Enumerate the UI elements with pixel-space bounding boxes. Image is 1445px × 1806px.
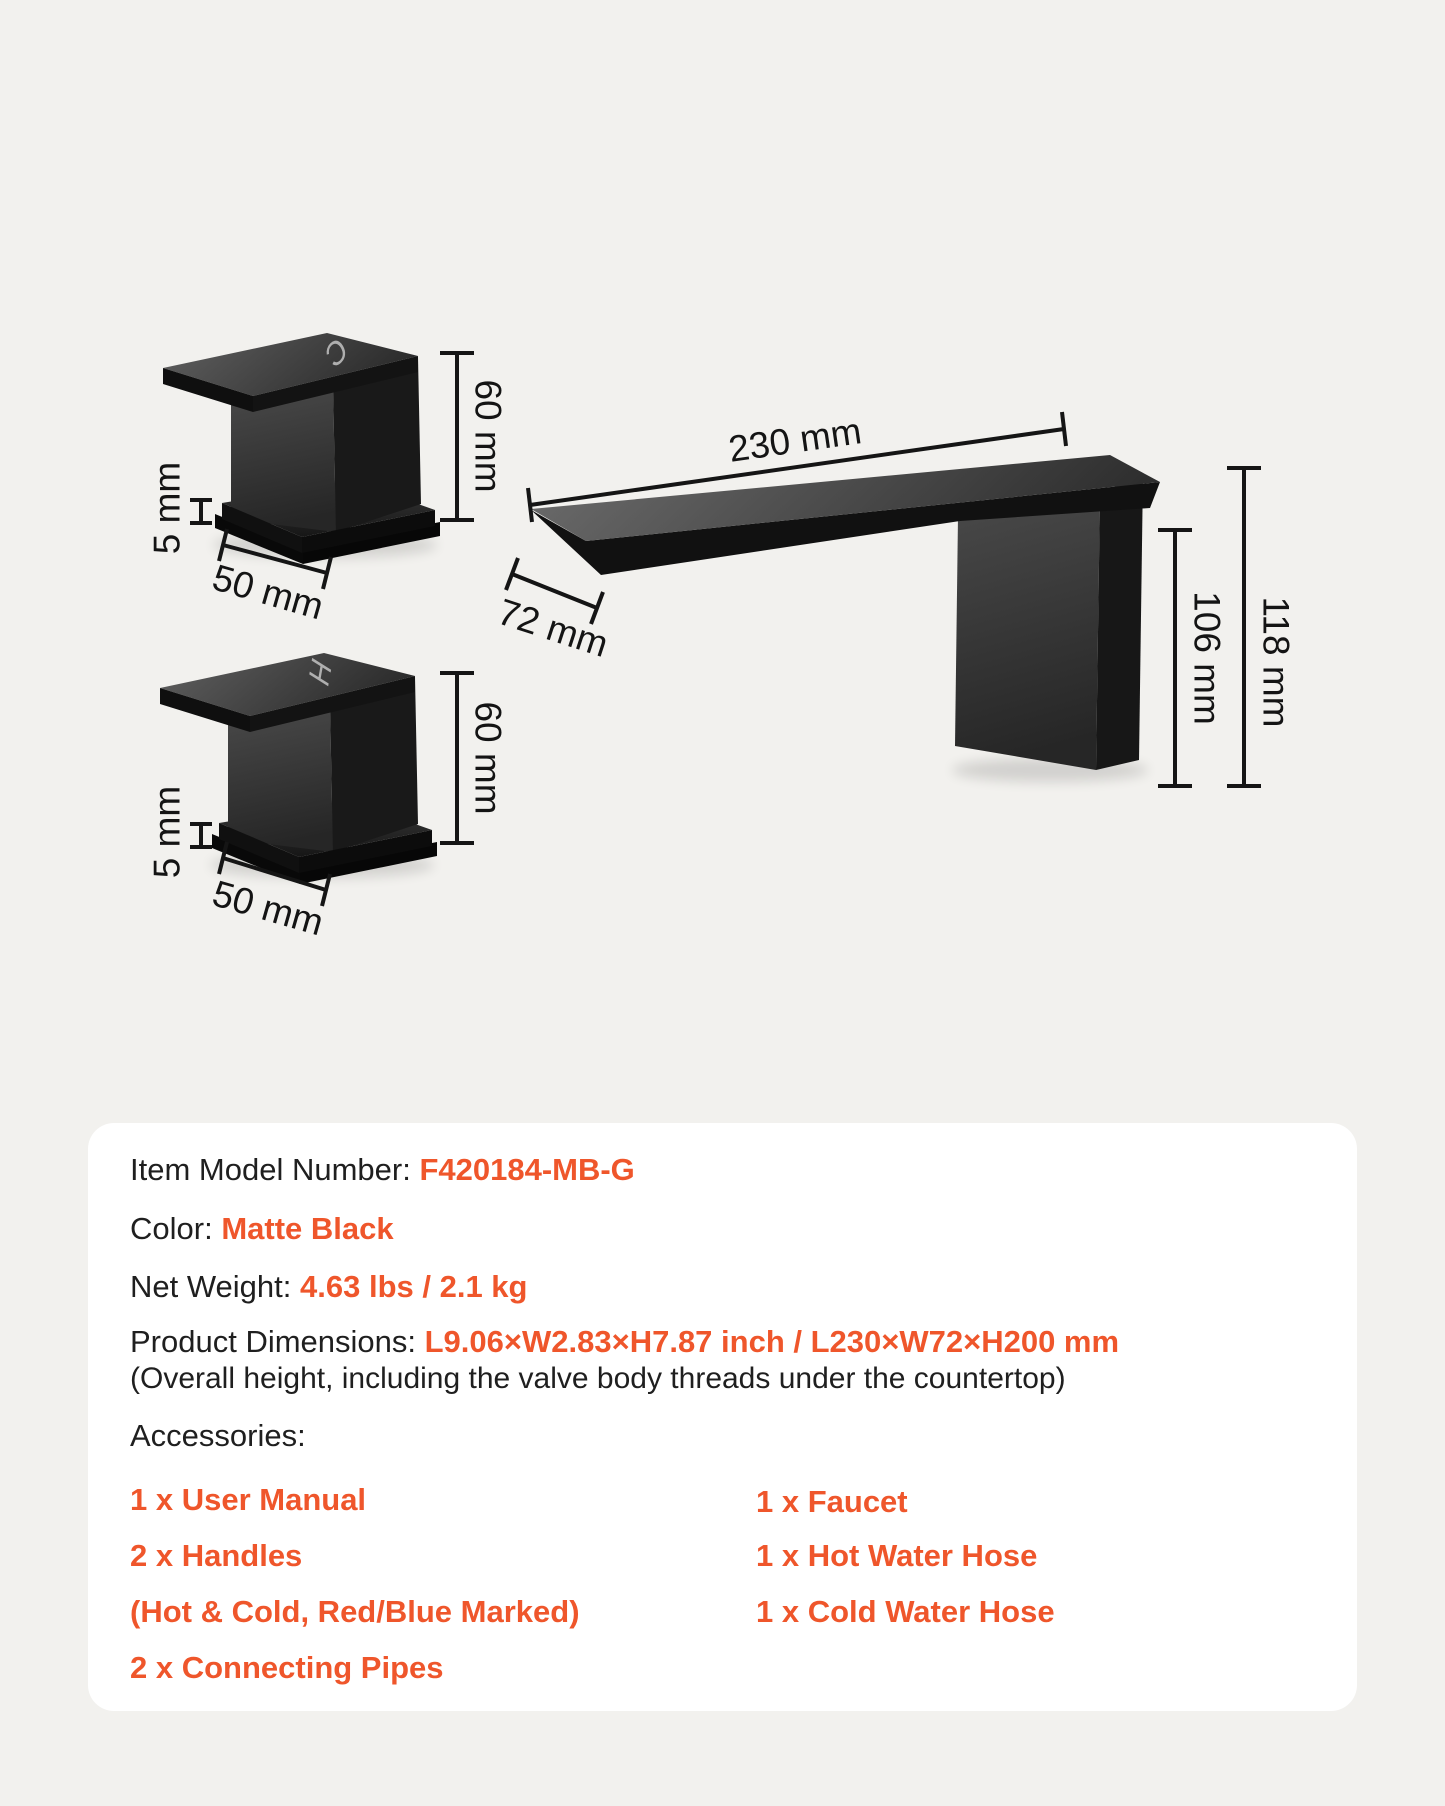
dim-label-50mm-hot: 50 mm <box>208 872 328 944</box>
faucet-column-front-face <box>955 494 1100 770</box>
dim-label-50mm-cold: 50 mm <box>208 556 328 628</box>
spec-row-color <box>130 1211 394 1247</box>
accessory-faucet: 1 x Faucet <box>756 1484 908 1519</box>
dim-label-5mm-cold: 5 mm <box>146 461 188 555</box>
handle-hot-image <box>160 652 437 884</box>
faucet-column-right-face <box>1096 473 1143 770</box>
accessory-cold-water-hose: 1 x Cold Water Hose <box>756 1594 1055 1629</box>
accessory-handles-note: (Hot & Cold, Red/Blue Marked) <box>130 1594 580 1629</box>
dimensions-value: L9.06×W2.83×H7.87 inch / L230×W72×H200 mm <box>424 1324 1120 1359</box>
dimensions-label: Product Dimensions: <box>130 1324 425 1359</box>
spec-row-weight <box>130 1269 527 1305</box>
model-value: F420184-MB-G <box>419 1152 635 1187</box>
dim-spout-overall-height <box>1227 468 1297 786</box>
accessory-hot-water-hose: 1 x Hot Water Hose <box>756 1538 1038 1573</box>
color-value: Matte Black <box>221 1211 394 1246</box>
handle-hot-marking: H <box>302 651 338 693</box>
accessory-connecting-pipes: 2 x Connecting Pipes <box>130 1650 444 1685</box>
accessory-user-manual: 1 x User Manual <box>130 1482 367 1517</box>
dim-label-60mm-hot: 60 mm <box>467 701 509 815</box>
faucet-image <box>531 455 1160 770</box>
spec-row-dimensions <box>130 1324 1119 1360</box>
handle-cold-image <box>163 329 440 564</box>
dim-spout-tip-width <box>493 558 613 665</box>
weight-label: Net Weight: <box>130 1269 301 1304</box>
color-label: Color: <box>130 1211 222 1246</box>
handle-cold-marking: C <box>319 329 353 375</box>
spec-row-model <box>130 1152 635 1188</box>
accessories-title: Accessories: <box>130 1418 306 1453</box>
dimensions-note: (Overall height, including the valve body threads under the countertop) <box>130 1362 1066 1395</box>
dim-label-106mm: 106 mm <box>1186 591 1228 725</box>
dim-label-60mm-cold: 60 mm <box>467 379 509 493</box>
accessory-handles: 2 x Handles <box>130 1538 303 1573</box>
dim-label-5mm-hot: 5 mm <box>146 785 188 879</box>
model-label: Item Model Number: <box>130 1152 420 1187</box>
dim-spout-inner-height <box>1158 530 1228 786</box>
product-spec-card <box>88 1123 1357 1711</box>
dim-label-230mm: 230 mm <box>725 410 865 470</box>
dim-label-118mm: 118 mm <box>1255 596 1297 728</box>
weight-value: 4.63 lbs / 2.1 kg <box>300 1269 528 1304</box>
dim-label-72mm: 72 mm <box>492 591 614 665</box>
